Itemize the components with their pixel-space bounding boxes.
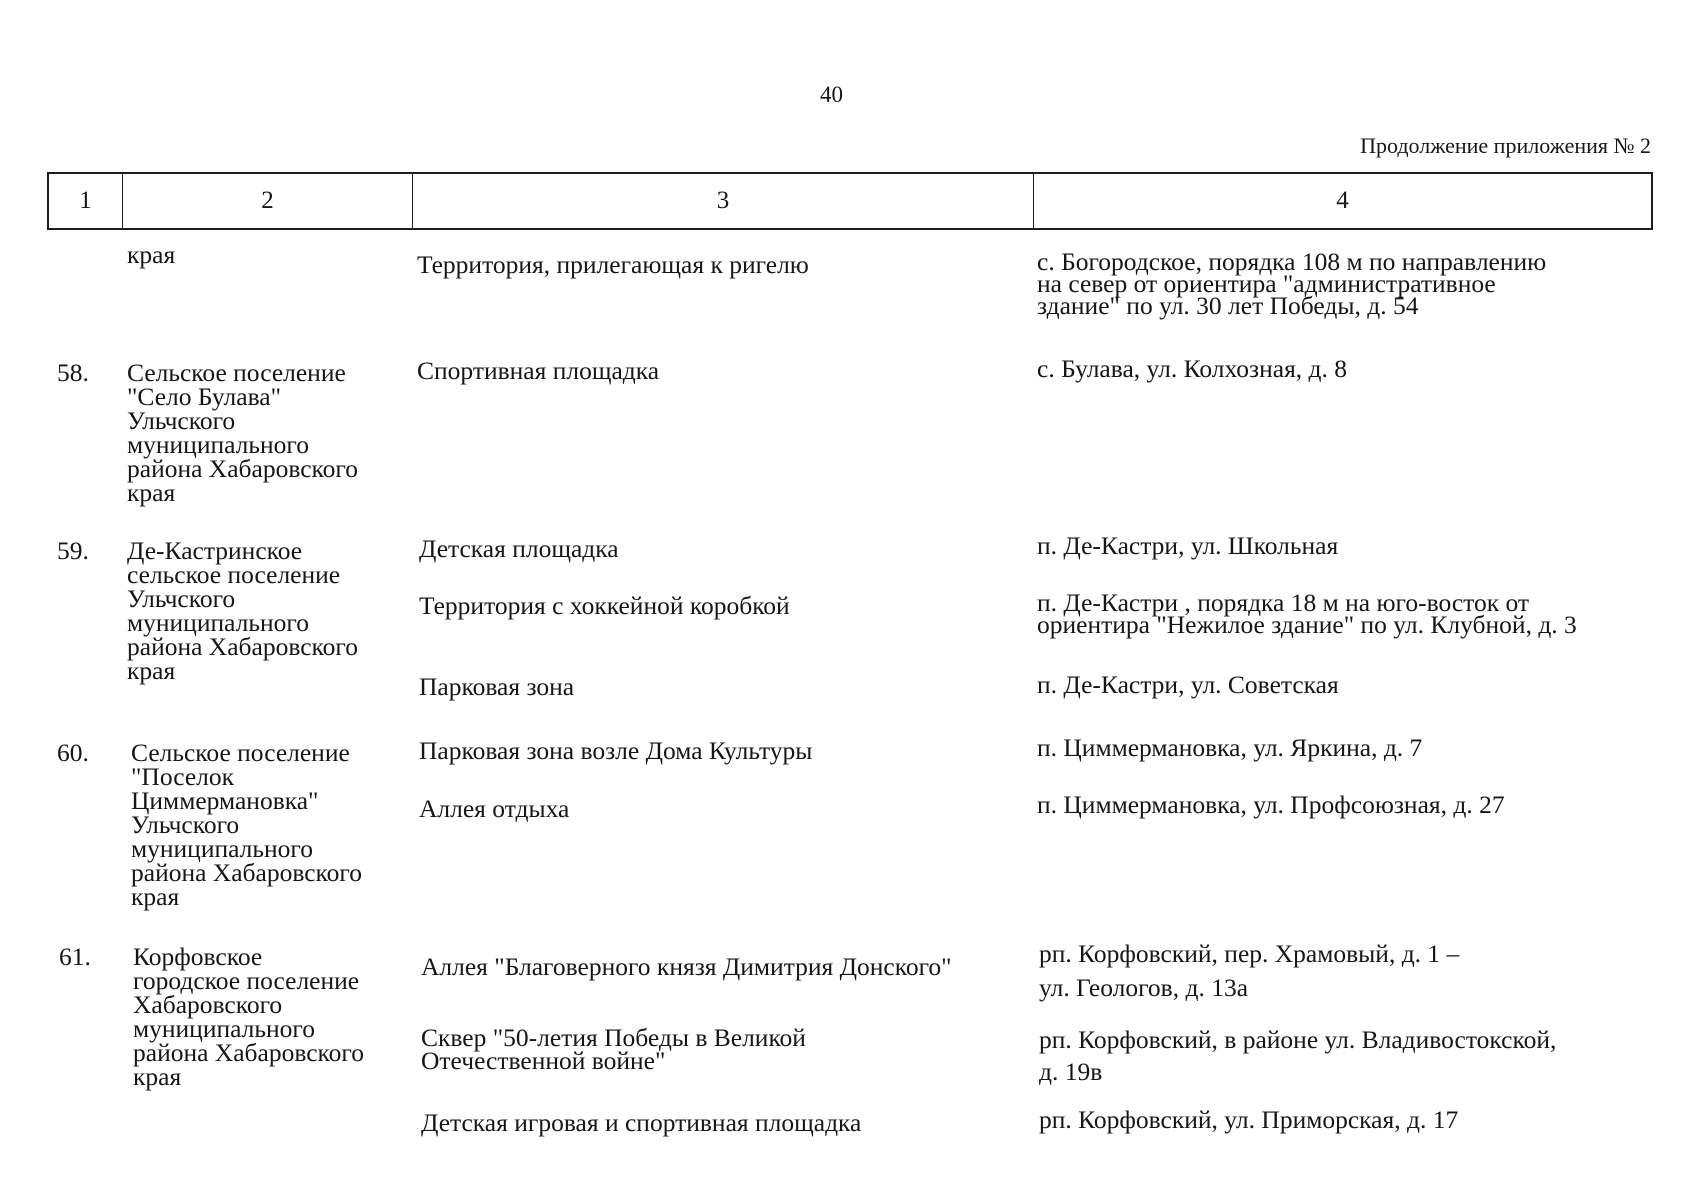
header-col-4: 4: [1336, 187, 1349, 214]
settlement-name: [131, 738, 362, 911]
object-name: Спортивная площадка: [417, 356, 660, 385]
object-address: п. Де-Кастри, ул. Советская: [1037, 670, 1339, 699]
object-name: Аллея "Благоверного князя Димитрия Донского": [421, 952, 952, 981]
object-name: Детская площадка: [419, 534, 619, 563]
address-line: с. Богородское, порядка 108 м по направлению: [1037, 247, 1547, 276]
object-name: Аллея отдыха: [419, 794, 570, 823]
settlement-line: края: [131, 882, 180, 911]
object-address: с. Булава, ул. Колхозная, д. 8: [1037, 354, 1348, 383]
object-name-line: Отечественной войне": [421, 1046, 666, 1075]
settlement-line: Сельское поселение: [131, 738, 350, 767]
address-line: здание" по ул. 30 лет Победы, д. 54: [1037, 291, 1419, 320]
address-line: ул. Геологов, д. 13а: [1039, 973, 1249, 1002]
object-name: Парковая зона: [419, 672, 575, 701]
settlement-line: Де-Кастринское: [127, 536, 303, 565]
object-address: [1037, 588, 1577, 639]
table-header: [47, 172, 1653, 230]
settlement-line: края: [133, 1062, 182, 1091]
object-name-line: Сквер "50-летия Победы в Великой: [421, 1023, 806, 1052]
object-address: [1039, 937, 1459, 1005]
settlement-line: "Село Булава": [127, 382, 282, 411]
settlement-line: района Хабаровского: [127, 632, 358, 661]
address-line: п. Де-Кастри , порядка 18 м на юго-восток от: [1037, 588, 1530, 617]
address-line: рп. Корфовский, в районе ул. Владивостокской,: [1039, 1025, 1557, 1054]
row-number: 59.: [57, 536, 89, 565]
settlement-line: муниципального: [127, 430, 309, 459]
settlement-line: Хабаровского: [133, 990, 283, 1019]
header-col-3: 3: [413, 174, 1034, 228]
settlement-line: края: [127, 478, 176, 507]
settlement-line: района Хабаровского: [131, 858, 362, 887]
address-line: д. 19в: [1039, 1057, 1103, 1086]
settlement-line: муниципального: [127, 608, 309, 637]
address-line: ориентира "Нежилое здание" по ул. Клубной, д. 3: [1037, 610, 1577, 639]
row-number: 58.: [57, 358, 89, 387]
settlement-line: Ульчского: [127, 406, 236, 435]
settlement-line: края: [127, 656, 176, 685]
object-name: Детская игровая и спортивная площадка: [421, 1108, 862, 1137]
settlement-line: Корфовское: [133, 942, 263, 971]
object-address: [1039, 1024, 1556, 1088]
settlement-line: городское поселение: [133, 966, 360, 995]
settlement-name: [127, 358, 358, 507]
header-col-1: 1: [49, 174, 123, 228]
object-address: рп. Корфовский, ул. Приморская, д. 17: [1039, 1105, 1459, 1134]
settlement-line: района Хабаровского: [127, 454, 358, 483]
header-col-2: 2: [123, 174, 413, 228]
settlement-line: сельское поселение: [127, 560, 341, 589]
row-number: 60.: [57, 738, 89, 767]
settlement-line: района Хабаровского: [133, 1038, 364, 1067]
settlement-line: Циммермановка": [131, 786, 319, 815]
continuation-object: Территория, прилегающая к ригелю: [417, 250, 809, 279]
appendix-note: Продолжение приложения № 2: [1360, 133, 1651, 158]
object-address: п. Де-Кастри, ул. Школьная: [1037, 531, 1339, 560]
settlement-name: [127, 536, 358, 685]
object-name: Территория с хоккейной коробкой: [419, 591, 790, 620]
continuation-address: [1037, 247, 1547, 320]
settlement-line: Ульчского: [131, 810, 240, 839]
object-address: п. Циммермановка, ул. Профсоюзная, д. 27: [1037, 790, 1505, 819]
object-name: [421, 1023, 806, 1075]
settlement-line: муниципального: [131, 834, 313, 863]
object-name: Парковая зона возле Дома Культуры: [419, 736, 813, 765]
object-address: п. Циммермановка, ул. Яркина, д. 7: [1037, 733, 1423, 762]
settlement-line: муниципального: [133, 1014, 315, 1043]
address-line: на север от ориентира "административное: [1037, 269, 1496, 298]
page-number: 40: [820, 82, 843, 107]
row-number: 61.: [59, 942, 91, 971]
settlement-line: "Поселок: [131, 762, 235, 791]
settlement-line: Сельское поселение: [127, 358, 346, 387]
settlement-line: Ульчского: [127, 584, 236, 613]
address-line: рп. Корфовский, пер. Храмовый, д. 1 –: [1039, 939, 1460, 968]
settlement-name: [133, 942, 364, 1091]
continuation-settlement: края: [127, 240, 176, 269]
